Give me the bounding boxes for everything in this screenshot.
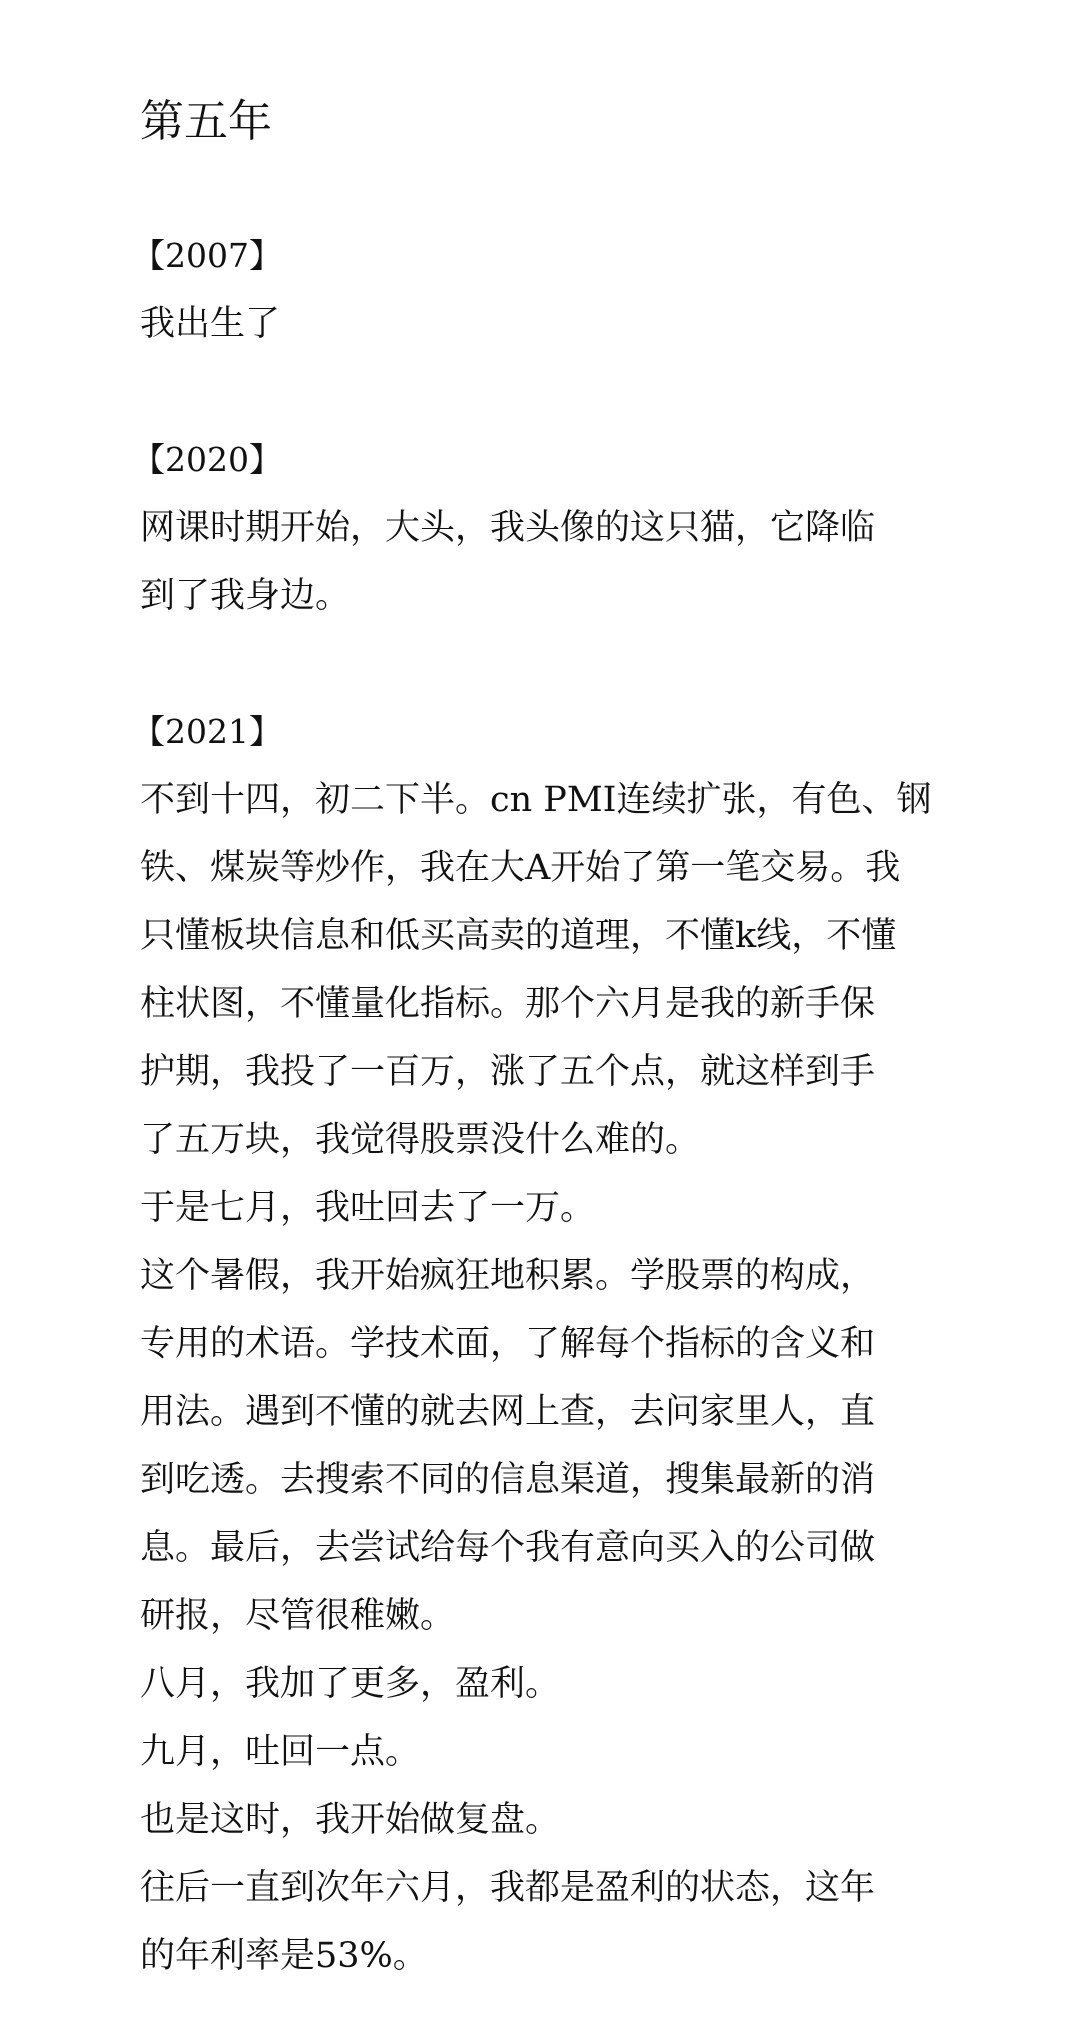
section-2021	[132, 698, 960, 1990]
paragraph-line: 了五万块，我觉得股票没什么难的。	[140, 1120, 701, 1160]
paragraph-line: 到了我身边。	[140, 576, 351, 616]
paragraph-line: 我出生了	[140, 304, 281, 344]
paragraph-line: 这个暑假，我开始疯狂地积累。学股票的构成，	[140, 1256, 876, 1296]
paragraph-line: 往后一直到次年六月，我都是盈利的状态，这年	[140, 1868, 876, 1908]
paragraph-line: 到吃透。去搜索不同的信息渠道，搜集最新的消	[140, 1460, 876, 1500]
year-heading: 【2007】	[132, 236, 282, 275]
section-2007	[132, 222, 960, 358]
paragraph-line: 专用的术语。学技术面，了解每个指标的含义和	[140, 1324, 876, 1364]
article-title: 第五年	[140, 96, 272, 147]
article	[132, 90, 960, 1990]
paragraph-line: 铁、煤炭等炒作，我在大A开始了第一笔交易。我	[140, 848, 901, 888]
paragraph-line: 也是这时，我开始做复盘。	[140, 1800, 561, 1840]
paragraph-line: 网课时期开始，大头，我头像的这只猫，它降临	[140, 508, 876, 548]
paragraph-line: 研报，尽管很稚嫩。	[140, 1596, 456, 1636]
paragraph-line: 于是七月，我吐回去了一万。	[140, 1188, 596, 1228]
paragraph-line: 只懂板块信息和低买高卖的道理，不懂k线，不懂	[140, 916, 897, 956]
section-2020	[132, 426, 960, 630]
paragraph-line: 九月，吐回一点。	[140, 1732, 421, 1772]
paragraph-line: 护期，我投了一百万，涨了五个点，就这样到手	[140, 1052, 876, 1092]
paragraph-line: 用法。遇到不懂的就去网上查，去问家里人，直	[140, 1392, 876, 1432]
paragraph-line: 八月，我加了更多，盈利。	[140, 1664, 561, 1704]
paragraph-line: 的年利率是53%。	[140, 1936, 428, 1976]
paragraph-line: 柱状图，不懂量化指标。那个六月是我的新手保	[140, 984, 876, 1024]
paragraph-line: 息。最后，去尝试给每个我有意向买入的公司做	[140, 1528, 876, 1568]
year-heading: 【2021】	[132, 712, 282, 751]
year-heading: 【2020】	[132, 440, 282, 479]
paragraph-line: 不到十四，初二下半。cn PMI连续扩张，有色、钢	[140, 780, 932, 820]
